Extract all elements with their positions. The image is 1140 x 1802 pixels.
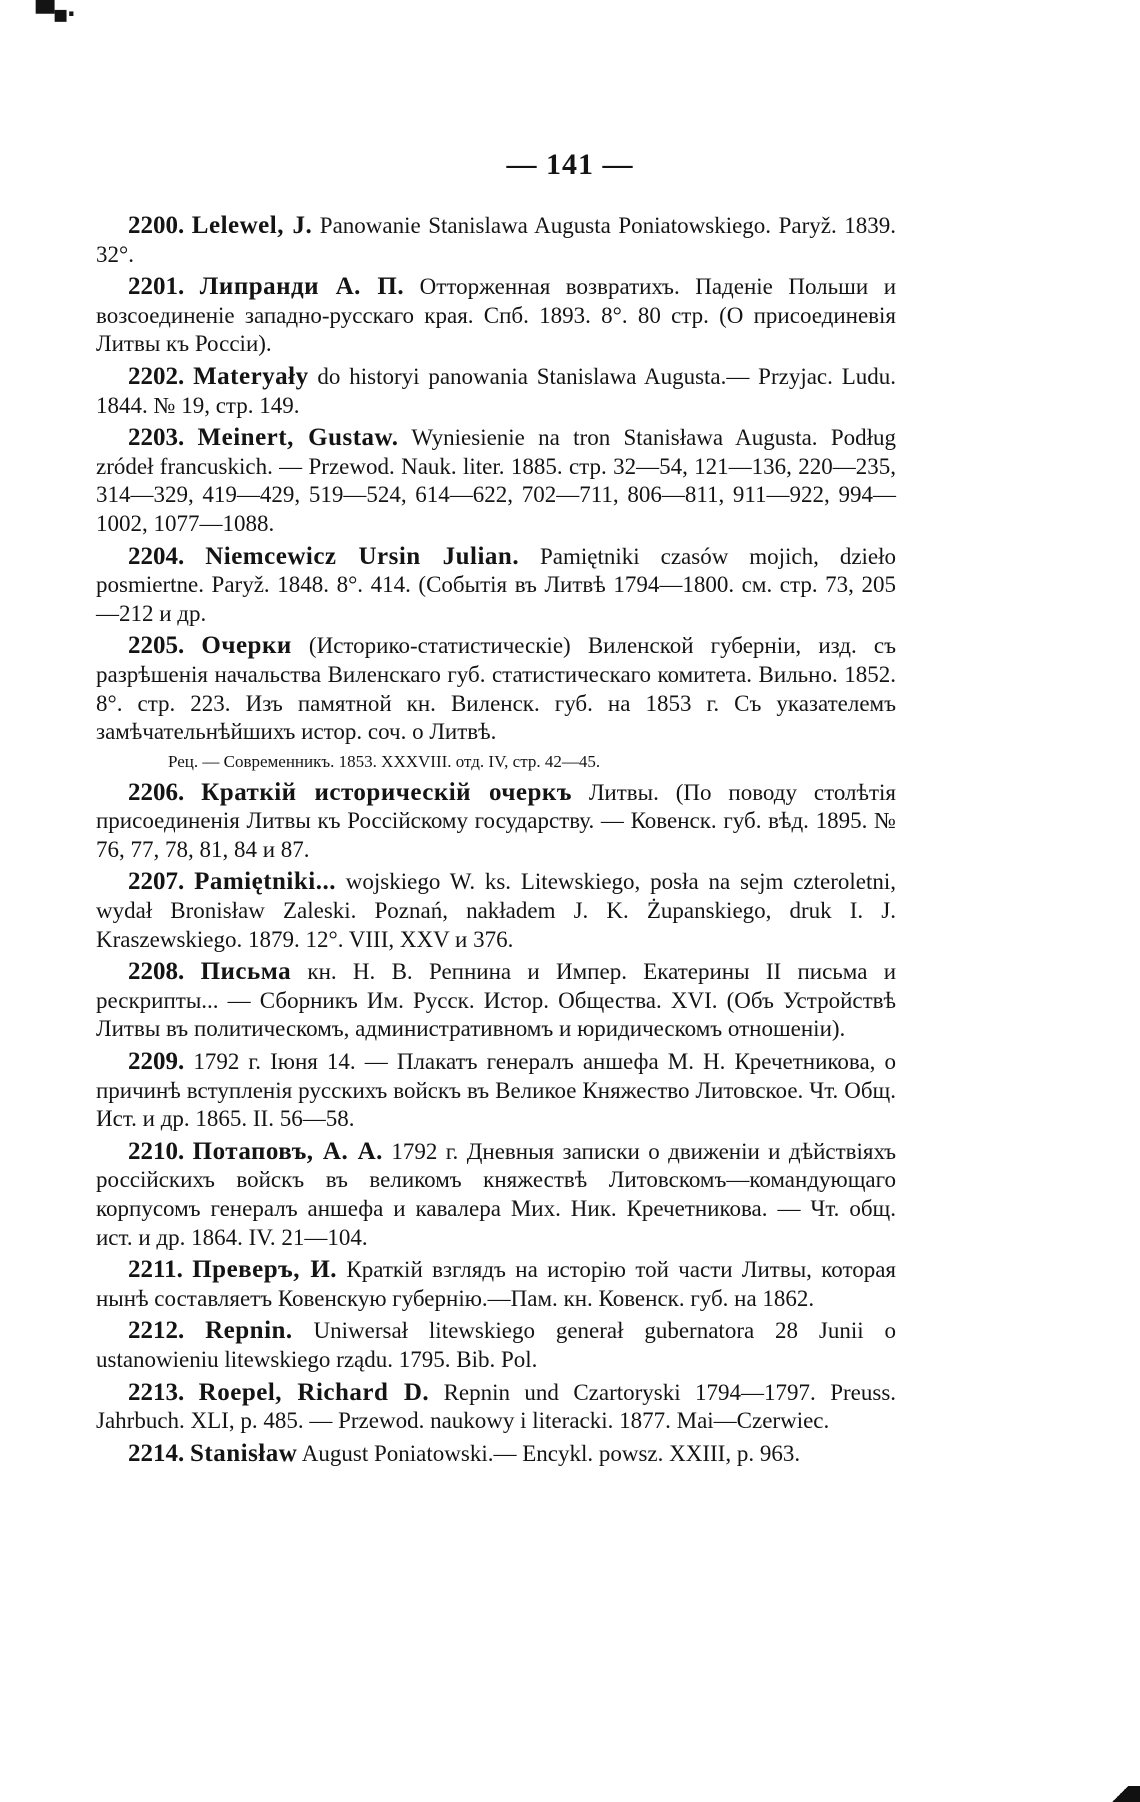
entry-text: wojskiego W. ks. Litewskiego, posła na sejm czteroletni, wydał Bronisław Zaleski. Poznań, nakładem J. K. Żupanskiego, druk I. J. Kraszewskiego. 1879. 12°. VIII, XXV и 376. (96, 869, 897, 952)
entry-2212 (96, 1317, 896, 1374)
entry-heading: Lelewel, J. (191, 212, 313, 239)
entry-2213 (96, 1379, 896, 1436)
scan-specks: ▀▪· (36, 0, 74, 28)
entry-2202 (96, 363, 896, 420)
entry-number: 2214. (128, 1439, 185, 1467)
entry-text: Литвы. (По поводу столѣтія присоединенія Литвы къ Россійскому государству. — Ковенск. губ. вѣд. 1895. № 76, 77, 78, 81, 84 и 87. (96, 779, 897, 862)
entry-heading: Pamiętniki... (194, 868, 336, 896)
entry-text: Uniwersał litewskiego generał gubernatora 28 Junii o ustanowieniu litewskiego rządu. 1795. Bib. Pol. (96, 1318, 896, 1372)
entry-heading: Meinert, Gustaw. (197, 424, 399, 452)
entry-heading: Потаповъ, А. А. (192, 1137, 383, 1165)
entry-heading: Преверъ, И. (192, 1256, 338, 1284)
entry-number: 2209. (128, 1048, 185, 1076)
entry-2205 (96, 632, 896, 746)
entry-number: 2201. (128, 273, 185, 301)
entry-2206 (96, 779, 896, 865)
entry-heading: Stanisław (190, 1439, 298, 1467)
page-number: — 141 — (506, 148, 634, 181)
entry-number: 2211. (128, 1256, 183, 1284)
entry-text: August Poniatowski.— Encykl. powsz. XXIII, p. 963. (297, 1440, 801, 1466)
entry-2210 (96, 1138, 896, 1252)
entry-text: Panowanie Stanislawa Augusta Poniatowskiego. Paryž. 1839. 32°. (96, 213, 896, 267)
entry-text: Отторженная возвратихъ. Паденіе Польши и возсоединеніе западно-русскаго края. Спб. 1893. 8°. 80 стр. (О присоединевія Литвы къ Россіи). (96, 274, 897, 357)
entry-heading: Письма (200, 958, 292, 986)
entry-heading: Очерки (201, 632, 292, 660)
entry-text: Pamiętniki czasów mojich, dzieło posmiertne. Paryž. 1848. 8°. 414. (Событія въ Литвѣ 1794—1800. см. стр. 73, 205—212 и др. (96, 543, 897, 626)
entry-2203 (96, 424, 896, 538)
entry-heading: Materyały (193, 362, 309, 390)
entry-number: 2206. (128, 778, 185, 806)
entry-number: 2204. (128, 542, 185, 570)
entry-text: кн. Н. В. Репнина и Импер. Екатерины II письма и рескрипты... — Сборникъ Им. Русск. Истор. Общества. XVI. (Объ Устройствѣ Литвы въ политическомъ, административномъ и юридическомъ отношеніи). (96, 959, 897, 1042)
scan-corner-mark (1100, 1786, 1140, 1802)
entry-text: Wyniesienie na tron Stanisława Augusta. Podług zródeł francuskich. — Przewod. Nauk. liter. 1885. стр. 32—54, 121—136, 220—235, 314—329, 419—429, 519—524, 614—622, 702—711, 806—811, 911—922, 994—1002, 1077—1088. (96, 425, 897, 536)
entry-number: 2205. (128, 632, 185, 660)
entry-number: 2213. (128, 1378, 185, 1406)
entry-text: do historyi panowania Stanislawa Augusta.— Przyjac. Ludu. 1844. № 19, стр. 149. (96, 363, 896, 418)
entry-text: 1792 г. Дневныя записки о движеніи и дѣйствіяхъ россійскихъ войскъ въ великомъ княжествѣ Литовскомъ—командующаго корпусомъ генералъ аншефа и кавалера Мих. Ник. Кречетникова. — Чт. общ. ист. и др. 1864. IV. 21—104. (96, 1138, 896, 1250)
entry-number: 2200. (128, 212, 185, 239)
entry-heading: Краткій историческій очеркъ (201, 778, 572, 806)
entry-2201 (96, 273, 896, 359)
entry-heading: Roepel, Richard D. (198, 1378, 430, 1406)
entry-heading: Repnin. (205, 1317, 293, 1345)
entry-number: 2202. (128, 362, 185, 390)
entry-text: 1792 г. Іюня 14. — Плакатъ генералъ аншефа М. Н. Кречетникова, о причинѣ вступленія русскихъ войскъ въ Великое Княжество Литовское. Чт. Общ. Ист. и др. 1865. II. 56—58. (96, 1049, 896, 1132)
entry-2207 (96, 868, 896, 954)
entry-text: (Историко-статистическіе) Виленской губерніи, изд. съ разрѣшенія начальства Виленскаго губ. статистическаго комитета. Вильно. 1852. 8°. стр. 223. Изъ памятной кн. Виленск. губ. на 1853 г. Съ указателемъ замѣчательнѣйшихъ истор. соч. о Литвѣ. (96, 633, 896, 745)
entry-2209 (96, 1048, 896, 1134)
entry-2214 (96, 1440, 896, 1469)
entry-2200 (96, 212, 896, 269)
entry-text: Краткій взглядъ на исторію той части Литвы, которая нынѣ составляетъ Ковенскую губернію.—Пам. кн. Ковенск. губ. на 1862. (96, 1257, 897, 1311)
entry-heading: Липранди А. П. (199, 273, 405, 301)
entry-2204 (96, 543, 896, 629)
entry-number: 2203. (128, 424, 185, 452)
entry-number: 2207. (128, 868, 185, 896)
entry-2211 (96, 1256, 896, 1313)
entry-number: 2210. (128, 1137, 185, 1165)
entry-heading: Niemcewicz Ursin Julian. (205, 542, 520, 570)
bibliography-list (96, 212, 896, 1472)
entry-text: Repnin und Czartoryski 1794—1797. Preuss. Jahrbuch. XLI, p. 485. — Przewod. naukowy i literacki. 1877. Mai—Czerwiec. (96, 1379, 897, 1434)
entry-2208 (96, 958, 896, 1044)
entry-number: 2208. (128, 958, 185, 986)
entry-number: 2212. (128, 1317, 185, 1345)
entry-2205-review: Рец. — Современникъ. 1853. XXXVIII. отд. IV, стр. 42—45. (168, 751, 601, 771)
